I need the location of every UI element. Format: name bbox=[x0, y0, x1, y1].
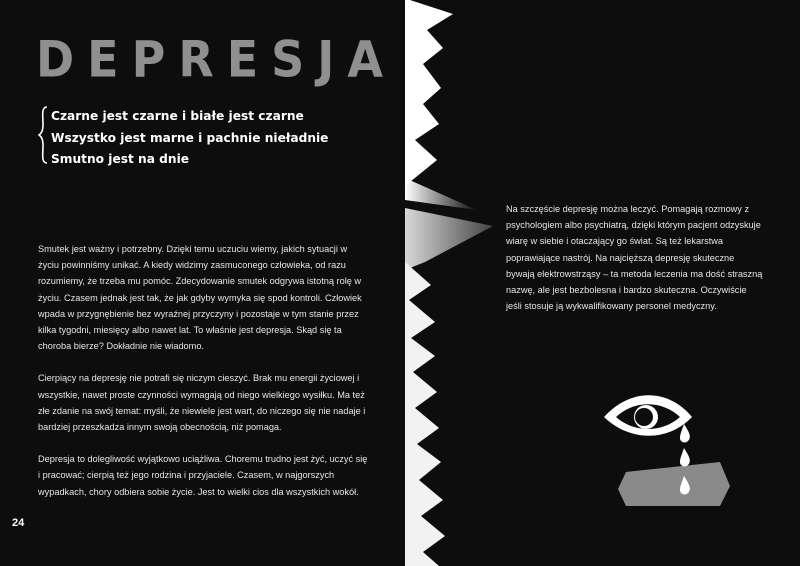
poem-block bbox=[38, 106, 358, 171]
paragraph: Cierpiący na depresję nie potrafi się niczym cieszyć. Brak mu energii życiowej i wszystkie, nawet proste czynności wymagają od niego wielkiego wysiłku. Ma też złe zdanie na swój temat: myśli, że niewiele jest wart, do niczego się nie nadaje i bardziej przeszkadza innym swoją obecnością, niż pomaga. bbox=[38, 373, 366, 433]
page-title: DEPRESJA bbox=[36, 30, 397, 89]
left-column bbox=[38, 241, 368, 516]
jagged-spine-divider bbox=[405, 0, 505, 566]
poem-line: Wszystko jest marne i pachnie nieładnie bbox=[51, 130, 329, 145]
tear-drop-icon bbox=[680, 448, 690, 466]
paragraph: Smutek jest ważny i potrzebny. Dzięki temu uczuciu wiemy, jakich sytuacji w życiu powinniśmy unikać. A kiedy widzimy zasmuconego człowieka, od razu rozumiemy, że trzeba mu pomóc. Zdecydowanie smutek odgrywa istotną rolę w życiu. Czasem jednak jest tak, że jak gdyby wymyka się spod kontroli. Człowiek wpada w przygnębienie bez wyraźnej przyczyny i pozostaje w tym stanie przez kilka tygodni, miesięcy albo nawet lat. To właśnie jest depresja. Skąd się ta choroba bierze? Dokładnie nie wiadomo. bbox=[38, 244, 362, 352]
poem-lines bbox=[51, 106, 358, 171]
curly-brace-icon bbox=[38, 106, 50, 164]
poem-line: Smutno jest na dnie bbox=[51, 152, 190, 166]
paragraph: Na szczęście depresję można leczyć. Pomagają rozmowy z psychologiem albo psychiatrą, dzięki którym pacjent odzyskuje wiarę w siebie i otaczający go świat. Są też lekarstwa poprawiające nastrój. Na najcięższą depresję skuteczne bywają elektrowstrząsy – ta metoda leczenia ma dość straszną nazwę, ale jest bezbolesna i bardzo skuteczna. Oczywiście jeśli stosuje ją wykwalifikowany personel medyczny. bbox=[506, 204, 763, 312]
crying-eye-icon bbox=[600, 392, 732, 512]
poem-line: Czarne jest czarne i białe jest czarne bbox=[51, 109, 304, 123]
coffin-icon bbox=[618, 462, 730, 506]
right-column bbox=[506, 201, 764, 330]
paragraph: Depresja to dolegliwość wyjątkowo uciążliwa. Choremu trudno jest żyć, uczyć się i pracować; cierpią też jego rodzina i przyjaciele. Czasem, w najgorszych wypadkach, chory odbiera sobie życie. Jest to wielki cios dla wszystkich wokół. bbox=[38, 454, 368, 497]
tear-drop-icon bbox=[680, 424, 690, 442]
pupil-center bbox=[635, 408, 653, 426]
page-number: 24 bbox=[12, 517, 25, 529]
